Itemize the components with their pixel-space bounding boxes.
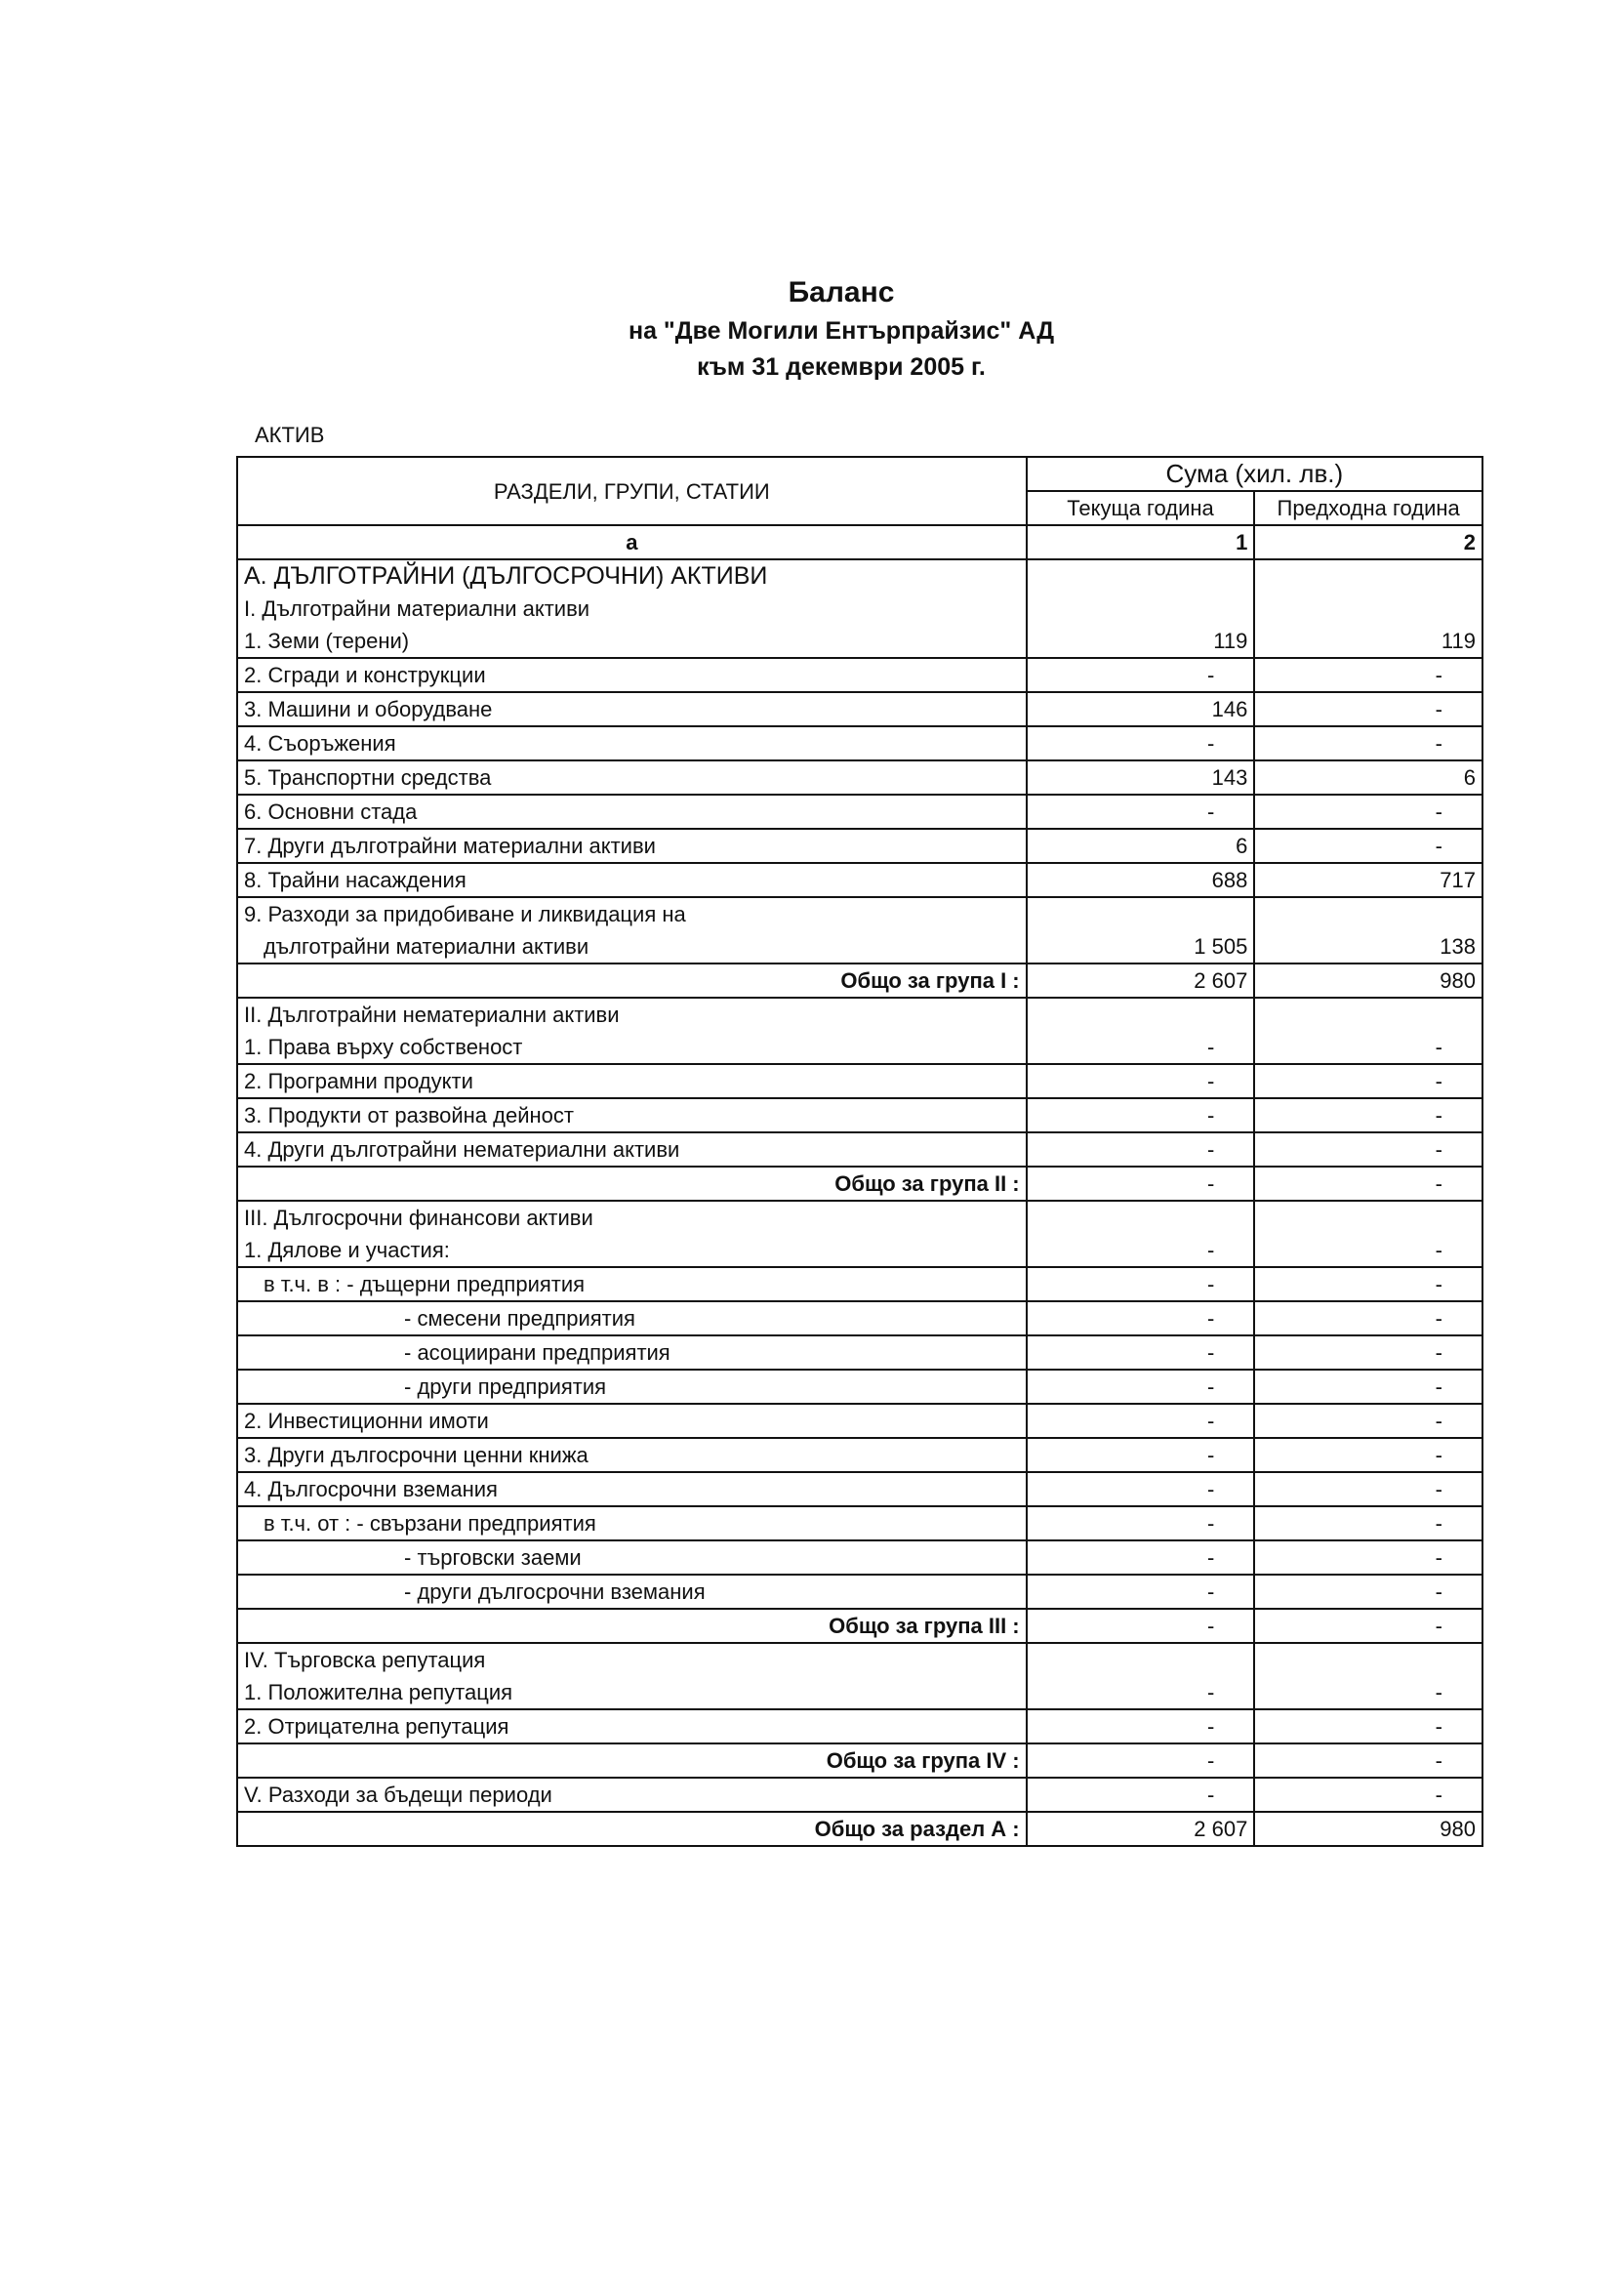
item-label: [237, 897, 1027, 964]
document-header: [0, 276, 1624, 382]
item-label-line: 3. Други дългосрочни ценни книжа: [244, 1443, 589, 1467]
table-row: [237, 1404, 1482, 1438]
value-current-year: 688: [1027, 863, 1255, 897]
item-label: [237, 1472, 1027, 1506]
value-current-year: -: [1027, 1404, 1255, 1438]
value-previous-year: -: [1254, 829, 1482, 863]
table-row: [237, 998, 1482, 1064]
item-label-line: ІІІ. Дългосрочни финансови активи: [244, 1206, 593, 1230]
item-label-line: в т.ч. от : - свързани предприятия: [264, 1511, 596, 1536]
item-label: [237, 1267, 1027, 1301]
value-current-year: 2 607: [1027, 964, 1255, 998]
table-row: [237, 1438, 1482, 1472]
table-row: [237, 1201, 1482, 1267]
total-label: Общо за раздел А :: [237, 1812, 1027, 1846]
item-label-line: 6. Основни стада: [244, 800, 418, 824]
value-current-year: 143: [1027, 760, 1255, 795]
item-label-line: ІІ. Дълготрайни нематериални активи: [244, 1003, 620, 1027]
value-previous-year: -: [1254, 1201, 1482, 1267]
item-label-line: 4. Други дълготрайни нематериални активи: [244, 1137, 680, 1162]
item-label: [237, 1540, 1027, 1575]
value-current-year: -: [1027, 1438, 1255, 1472]
value-previous-year: -: [1254, 1743, 1482, 1778]
value-current-year: -: [1027, 1064, 1255, 1098]
item-label-line: 2. Програмни продукти: [244, 1069, 473, 1093]
value-previous-year: 980: [1254, 1812, 1482, 1846]
table-row: [237, 1335, 1482, 1370]
value-previous-year: -: [1254, 1778, 1482, 1812]
item-label-line: І. Дълготрайни материални активи: [244, 596, 590, 621]
value-current-year: -: [1027, 998, 1255, 1064]
table-row: [237, 1098, 1482, 1132]
value-current-year: -: [1027, 1472, 1255, 1506]
value-previous-year: -: [1254, 1370, 1482, 1404]
item-label-line: дълготрайни материални активи: [264, 934, 589, 959]
table-row: [237, 1575, 1482, 1609]
table-row: [237, 559, 1482, 658]
value-previous-year: -: [1254, 1609, 1482, 1643]
item-label-line: 1. Земи (терени): [244, 629, 410, 653]
value-previous-year: -: [1254, 1132, 1482, 1167]
value-previous-year: -: [1254, 1540, 1482, 1575]
value-current-year: -: [1027, 1609, 1255, 1643]
value-current-year: -: [1027, 1132, 1255, 1167]
table-row: [237, 1370, 1482, 1404]
index-a: а: [237, 525, 1027, 559]
value-previous-year: -: [1254, 1267, 1482, 1301]
item-label-line: 3. Машини и оборудване: [244, 697, 493, 721]
item-label-line: ІV. Търговска репутация: [244, 1648, 486, 1672]
header-row-1: [237, 457, 1482, 491]
table-row: [237, 726, 1482, 760]
item-label-line: 1. Права върху собственост: [244, 1035, 523, 1059]
value-current-year: 1 505: [1027, 897, 1255, 964]
item-label-line: 7. Други дълготрайни материални активи: [244, 834, 656, 858]
total-label: Общо за група ІV :: [237, 1743, 1027, 1778]
index-row: [237, 525, 1482, 559]
total-row: [237, 1609, 1482, 1643]
table-row: [237, 897, 1482, 964]
item-label: [237, 559, 1027, 658]
item-label-line: 5. Транспортни средства: [244, 765, 492, 790]
value-current-year: 146: [1027, 692, 1255, 726]
item-label-line: 2. Сгради и конструкции: [244, 663, 486, 687]
section-label: АКТИВ: [255, 423, 325, 447]
item-label-line: - други дългосрочни вземания: [404, 1579, 706, 1604]
value-previous-year: 717: [1254, 863, 1482, 897]
value-previous-year: -: [1254, 1167, 1482, 1201]
value-current-year: -: [1027, 1643, 1255, 1709]
value-previous-year: 138: [1254, 897, 1482, 964]
company-name: на "Две Могили Ентърпрайзис" АД: [628, 317, 1055, 345]
report-date: към 31 декември 2005 г.: [697, 353, 986, 381]
item-label: [237, 760, 1027, 795]
value-current-year: -: [1027, 1743, 1255, 1778]
table-row: [237, 658, 1482, 692]
value-previous-year: 6: [1254, 760, 1482, 795]
total-row: [237, 1743, 1482, 1778]
table-row: [237, 1301, 1482, 1335]
item-label: [237, 726, 1027, 760]
item-label-line: V. Разходи за бъдещи периоди: [244, 1783, 552, 1807]
value-current-year: -: [1027, 1167, 1255, 1201]
total-row: [237, 964, 1482, 998]
table-row: [237, 863, 1482, 897]
value-current-year: -: [1027, 1370, 1255, 1404]
table-row: [237, 1267, 1482, 1301]
item-label: [237, 1335, 1027, 1370]
item-label: [237, 692, 1027, 726]
item-label-line: 2. Инвестиционни имоти: [244, 1409, 489, 1433]
value-previous-year: -: [1254, 1064, 1482, 1098]
item-label: [237, 1506, 1027, 1540]
table-row: [237, 1132, 1482, 1167]
index-1: 1: [1027, 525, 1255, 559]
item-label: [237, 1201, 1027, 1267]
item-label-line: 1. Дялове и участия:: [244, 1238, 450, 1262]
value-current-year: -: [1027, 1506, 1255, 1540]
table-row: [237, 1643, 1482, 1709]
value-current-year: -: [1027, 1540, 1255, 1575]
value-previous-year: -: [1254, 1404, 1482, 1438]
balance-table: [236, 456, 1483, 1847]
value-previous-year: -: [1254, 1709, 1482, 1743]
value-previous-year: 119: [1254, 559, 1482, 658]
value-current-year: -: [1027, 1201, 1255, 1267]
value-current-year: -: [1027, 1335, 1255, 1370]
value-current-year: -: [1027, 1301, 1255, 1335]
value-current-year: 6: [1027, 829, 1255, 863]
table-row: [237, 1709, 1482, 1743]
total-row: [237, 1812, 1482, 1846]
total-label: Общо за група ІІ :: [237, 1167, 1027, 1201]
value-current-year: -: [1027, 726, 1255, 760]
value-current-year: -: [1027, 1575, 1255, 1609]
item-label: [237, 863, 1027, 897]
table-row: [237, 692, 1482, 726]
item-label-line: А. ДЪЛГОТРАЙНИ (ДЪЛГОСРОЧНИ) АКТИВИ: [244, 562, 768, 590]
value-current-year: -: [1027, 1267, 1255, 1301]
value-previous-year: -: [1254, 658, 1482, 692]
column-header-current-year: Текуща година: [1027, 491, 1255, 525]
item-label: [237, 1709, 1027, 1743]
value-current-year: -: [1027, 1778, 1255, 1812]
item-label: [237, 795, 1027, 829]
item-label: [237, 1575, 1027, 1609]
value-current-year: 119: [1027, 559, 1255, 658]
value-previous-year: 980: [1254, 964, 1482, 998]
document-title: Баланс: [788, 276, 895, 308]
value-previous-year: -: [1254, 1098, 1482, 1132]
item-label-line: 4. Съоръжения: [244, 731, 396, 756]
value-previous-year: -: [1254, 692, 1482, 726]
total-label: Общо за група ІІІ :: [237, 1609, 1027, 1643]
value-current-year: -: [1027, 1709, 1255, 1743]
table-row: [237, 829, 1482, 863]
item-label: [237, 1098, 1027, 1132]
value-current-year: -: [1027, 658, 1255, 692]
column-header-sum: Сума (хил. лв.): [1027, 457, 1482, 491]
item-label-line: 3. Продукти от развойна дейност: [244, 1103, 574, 1128]
value-previous-year: -: [1254, 1643, 1482, 1709]
total-label: Общо за група І :: [237, 964, 1027, 998]
item-label: [237, 998, 1027, 1064]
table-row: [237, 1506, 1482, 1540]
item-label: [237, 658, 1027, 692]
item-label: [237, 829, 1027, 863]
value-previous-year: -: [1254, 998, 1482, 1064]
table-row: [237, 760, 1482, 795]
table-row: [237, 1540, 1482, 1575]
item-label-line: 4. Дългосрочни вземания: [244, 1477, 498, 1501]
item-label-line: 8. Трайни насаждения: [244, 868, 467, 892]
column-header-previous-year: Предходна година: [1254, 491, 1482, 525]
value-previous-year: -: [1254, 1301, 1482, 1335]
value-previous-year: -: [1254, 795, 1482, 829]
value-previous-year: -: [1254, 1438, 1482, 1472]
item-label-line: - асоциирани предприятия: [404, 1340, 670, 1365]
column-header-items: РАЗДЕЛИ, ГРУПИ, СТАТИИ: [237, 457, 1027, 525]
total-row: [237, 1167, 1482, 1201]
item-label-line: - смесени предприятия: [404, 1306, 635, 1331]
item-label-line: 2. Отрицателна репутация: [244, 1714, 509, 1739]
item-label-line: 1. Положителна репутация: [244, 1680, 513, 1704]
table-row: [237, 1778, 1482, 1812]
item-label: [237, 1064, 1027, 1098]
item-label: [237, 1438, 1027, 1472]
item-label: [237, 1404, 1027, 1438]
table-row: [237, 1064, 1482, 1098]
value-previous-year: -: [1254, 1506, 1482, 1540]
item-label: [237, 1132, 1027, 1167]
value-current-year: -: [1027, 795, 1255, 829]
item-label-line: в т.ч. в : - дъщерни предприятия: [264, 1272, 586, 1296]
item-label-line: 9. Разходи за придобиване и ликвидация на: [244, 902, 686, 926]
item-label: [237, 1370, 1027, 1404]
value-previous-year: -: [1254, 1335, 1482, 1370]
table-row: [237, 1472, 1482, 1506]
item-label-line: - търговски заеми: [404, 1545, 582, 1570]
value-current-year: -: [1027, 1098, 1255, 1132]
item-label-line: - други предприятия: [404, 1374, 607, 1399]
value-previous-year: -: [1254, 726, 1482, 760]
value-previous-year: -: [1254, 1472, 1482, 1506]
table-row: [237, 795, 1482, 829]
item-label: [237, 1301, 1027, 1335]
item-label: [237, 1643, 1027, 1709]
value-previous-year: -: [1254, 1575, 1482, 1609]
value-current-year: 2 607: [1027, 1812, 1255, 1846]
index-2: 2: [1254, 525, 1482, 559]
item-label: [237, 1778, 1027, 1812]
